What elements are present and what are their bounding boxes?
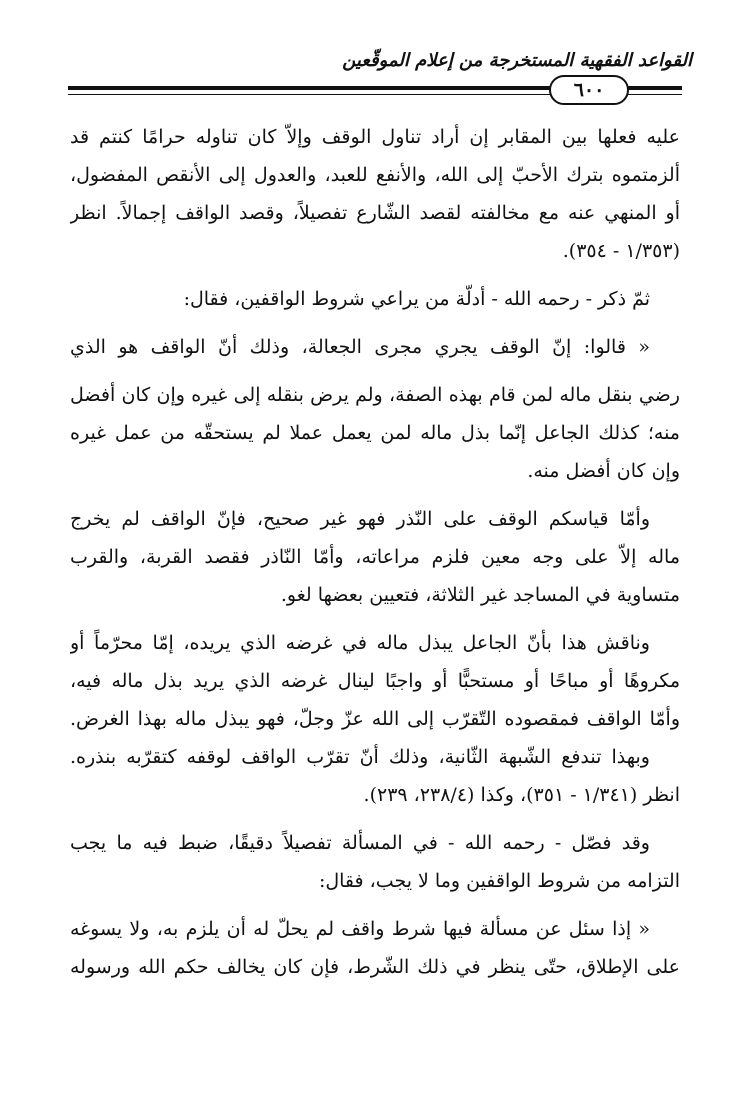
quote-line: وأمّا قياسكم الوقف على النّذر فهو غير صحيح، فإنّ الواقف لم يخرج	[70, 508, 650, 530]
quote-line: متساوية في المساجد غير الثلاثة، فتعيين بعضها لغو.	[280, 584, 680, 606]
quote-line: « إذا سئل عن مسألة فيها شرط واقف لم يحلّ له أن يلزم به، ولا يسوغه	[70, 918, 650, 940]
text-line: عليه فعلها بين المقابر إن أراد تناول الوقف وإلاّ كان تناوله حرامًا كنتم قد	[70, 126, 680, 148]
text-line: (١/٣٥٣ - ٣٥٤).	[562, 240, 680, 262]
quote-line: رضي بنقل ماله لمن قام بهذه الصفة، ولم يرض بنقله إلى غيره وإن كان أفضل	[70, 384, 680, 406]
text-line: وقد فصّل - رحمه الله - في المسألة تفصيلاً دقيقًا، ضبط فيه ما يجب	[70, 832, 650, 854]
text-line: وأمّا الواقف فمقصوده التّقرّب إلى الله عزّ وجلّ، فهو يبذل ماله بهذا الغرض.	[70, 708, 680, 730]
text-line: التزامه من شروط الواقفين وما لا يجب، فقال:	[318, 870, 680, 892]
page-number: ٦٠٠	[549, 75, 629, 105]
text-line: انظر (١/٣٤١ - ٣٥١)، وكذا (٢٣٨/٤، ٢٣٩).	[363, 784, 680, 806]
text-line: وناقش هذا بأنّ الجاعل يبذل ماله في غرضه الذي يريده، إمّا محرّماً أو	[70, 632, 650, 654]
text-line: مكروهًا أو مباحًا أو مستحبًّا أو واجبًا لينال غرضه الذي يريد بذل ماله فيه،	[70, 670, 680, 692]
text-line: ثمّ ذكر - رحمه الله - أدلّة من يراعي شروط الواقفين، فقال:	[183, 288, 650, 310]
text-line: ألزمتموه بترك الأحبّ إلى الله، والأنفع للعبد، والعدول إلى الأنقص المفضول،	[70, 164, 680, 186]
quote-line: على الإطلاق، حتّى ينظر في ذلك الشّرط، فإن كان يخالف حكم الله ورسوله	[70, 956, 680, 978]
quote-line: « قالوا: إنّ الوقف يجري مجرى الجعالة، وذلك أنّ الواقف هو الذي	[70, 336, 650, 358]
text-line: وبهذا تندفع الشّبهة الثّانية، وذلك أنّ تقرّب الواقف لوقفه كتقرّبه بنذره.	[70, 746, 650, 768]
page-body	[70, 118, 680, 986]
quote-line: منه؛ كذلك الجاعل إنّما بذل ماله لمن يعمل عملا لم يستحقّه من عمل غيره	[70, 422, 680, 444]
quote-line: ماله إلاّ على وجه معين فلزم مراعاته، وأمّا النّاذر فقصد القربة، والقرب	[70, 546, 680, 568]
text-line: أو المنهي عنه مع مخالفته لقصد الشّارع تفصيلاً، وقصد الواقف إجمالاً. انظر	[70, 202, 680, 224]
running-title: القواعد الفقهية المستخرجة من إعلام الموقّعين	[342, 50, 692, 71]
quote-line: وإن كان أفضل منه.	[527, 460, 680, 482]
